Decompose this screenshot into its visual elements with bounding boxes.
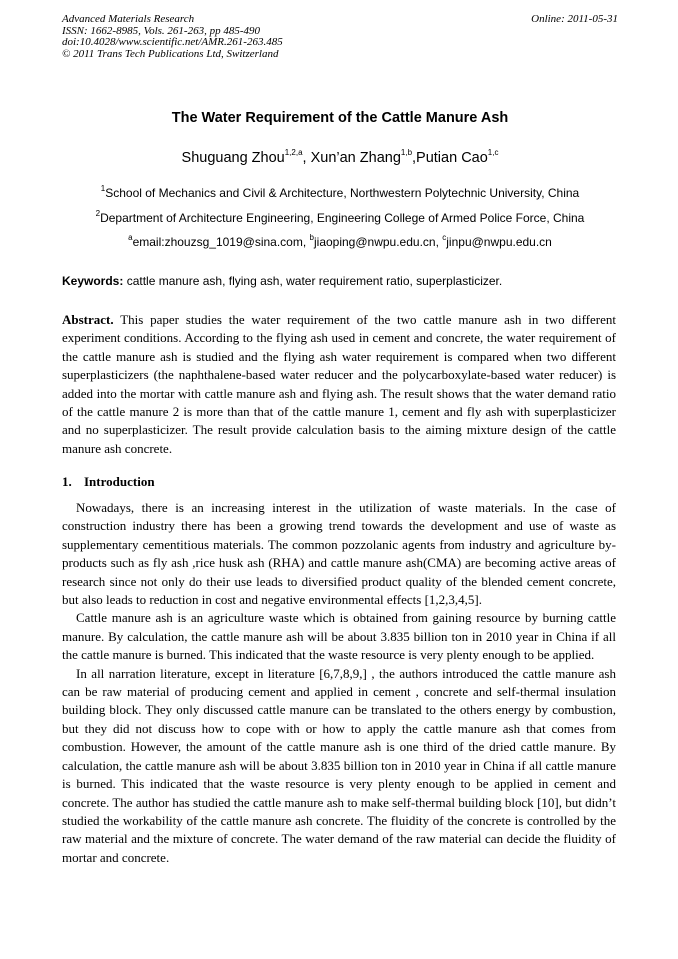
affiliation-1 — [62, 186, 618, 200]
author-superscript: 1,2,a — [284, 148, 303, 158]
keywords-text: cattle manure ash, flying ash, water requirement ratio, superplasticizer. — [123, 274, 503, 288]
affiliation-2 — [62, 211, 618, 225]
section-number: 1. — [62, 474, 72, 489]
affiliation-superscript: 1 — [100, 184, 106, 193]
email-superscript: b — [309, 233, 314, 242]
journal-header — [62, 14, 618, 60]
copyright-line: © 2011 Trans Tech Publications Ltd, Switzerland — [62, 47, 279, 60]
journal-name: Advanced Materials Research — [62, 13, 195, 25]
affiliation-text: School of Mechanics and Civil & Architecture, Northwestern Polytechnic University, China — [105, 186, 580, 200]
email-superscript: c — [442, 233, 447, 242]
abstract-text: This paper studies the water requirement of the two cattle manure ash in two different experiment conditions. According to the flying ash used in cement and concrete, the water requirement of the cattle manure ash is studied and the flying ash water requirement is compared when two different superplasticizers (the naphthalene-based water reducer and the polycarboxylate-based water reducer) is added into the mortar with cattle manure ash and flying ash. The result shows that the water demand ratio of the cattle manure 2 is more than that of the cattle manure 1, cement and fly ash with superplasticizer and no superplasticizer. The result provide calculation basis to the aiming mixture design of the cattle manure ash concrete. — [62, 312, 616, 456]
author-name: Putian Cao — [416, 150, 488, 166]
email-text: email:zhouzsg_1019@sina.com, — [132, 235, 310, 249]
abstract-label: Abstract. — [62, 312, 114, 327]
online-date: Online: 2011-05-31 — [531, 13, 618, 25]
paper-title: The Water Requirement of the Cattle Manure Ash — [171, 110, 509, 126]
author-superscript: 1,c — [487, 148, 499, 158]
keywords-label: Keywords: — [62, 274, 124, 288]
author-name: Shuguang Zhou — [181, 150, 285, 166]
email-superscript: a — [128, 233, 133, 242]
introduction-body — [62, 499, 616, 867]
abstract — [62, 311, 616, 458]
email-text: jiaoping@nwpu.edu.cn, — [313, 235, 443, 249]
issn-line: ISSN: 1662-8985, Vols. 261-263, pp 485-490 — [62, 24, 260, 37]
section-title: Introduction — [84, 474, 155, 489]
keywords — [62, 274, 618, 288]
section-heading — [62, 474, 155, 490]
author-list — [62, 150, 618, 166]
author-name: Xun’an Zhang — [310, 150, 401, 166]
paragraph: In all narration literature, except in literature [6,7,8,9,] , the authors introduced the cattle manure ash can be raw material of producing cement and applied in cement , concrete and self-thermal insulation building block. They only discussed cattle manure can be translated to the others energy by combustion, but they did not discuss how to cope with or how to apply the cattle manure ash that comes from combustion. However, the amount of the cattle manure ash is one third of the dried cattle manure. By calculation, the cattle manure ash will be about 3.835 billion ton in 2010 year in China if all cattle manure is burned. This indicated that the waste resource is very plenty enough to be applied in cement and concrete. The author has studied the cattle manure ash to make self-thermal building block [10], but didn’t studied the workability of the cattle manure ash concrete. The fluidity of the concrete is controlled by the raw material and the mixture of concrete. The water demand of the raw material can decide the fluidity of mortar and concrete. — [62, 665, 616, 865]
email-text: jinpu@nwpu.edu.cn — [446, 235, 552, 249]
author-separator: , — [412, 150, 417, 166]
affiliation-text: Department of Architecture Engineering, Engineering College of Armed Police Force, China — [100, 211, 585, 225]
author-superscript: 1,b — [400, 148, 413, 158]
author-separator: , — [302, 150, 311, 166]
doi-line: doi:10.4028/www.scientific.net/AMR.261-263.485 — [62, 36, 283, 49]
author-emails — [62, 235, 618, 249]
paragraph: Nowadays, there is an increasing interest in the utilization of waste materials. In the case of construction industry there has been a growing trend towards the development and use of waste as supplementary cementitious materials. The common pozzolanic agents from industry and agriculture by-products such as fly ash ,rice husk ash (RHA) and cattle manure ash(CMA) are becoming active areas of research since not only do their use leads to diversified product quality of the blended cement concrete, but also leads to reduction in cost and negative environmental effects [1,2,3,4,5]. — [62, 500, 616, 608]
affiliation-superscript: 2 — [95, 209, 101, 218]
paragraph: Cattle manure ash is an agriculture waste which is obtained from gaining resource by burning cattle manure. By calculation, the cattle manure ash will be about 3.835 billion ton in 2010 year in China if all the cattle manure is burned. This indicated that the waste resource is very plenty enough to be applied. — [62, 610, 616, 663]
